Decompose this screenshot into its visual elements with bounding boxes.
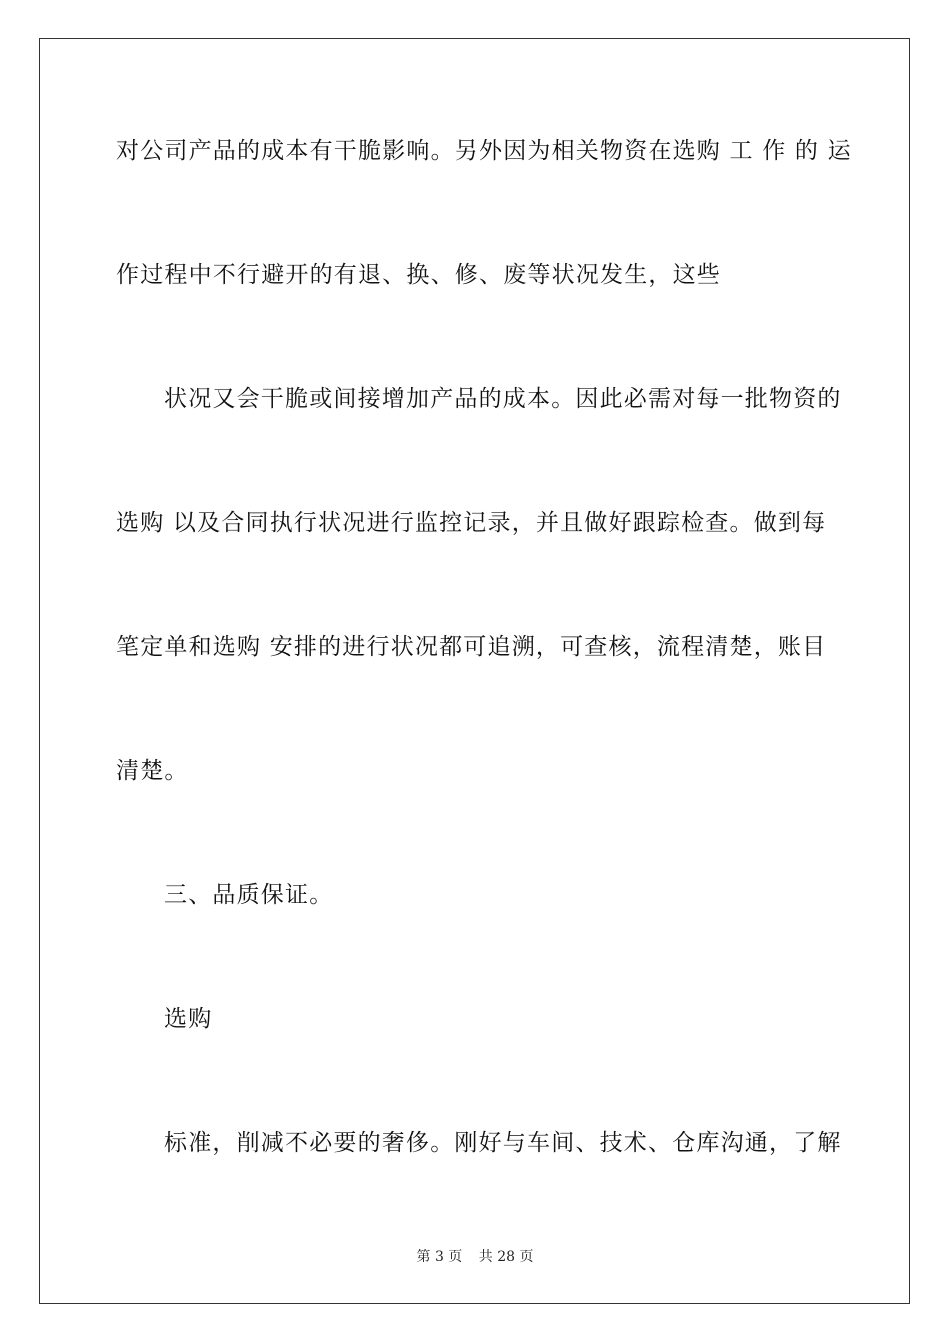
page-number: 第 3 页 [416,1249,463,1265]
body-line-9: 标准，削减不必要的奢侈。刚好与车间、技术、仓库沟通，了解 [164,1130,842,1156]
body-line-2: 作过程中不行避开的有退、换、修、废等状况发生，这些 [116,262,721,288]
section-heading: 三、品质保证。 [164,882,334,908]
body-line-3: 状况又会干脆或间接增加产品的成本。因此必需对每一批物资的 [164,386,842,412]
body-line-5: 笔定单和选购 安排的进行状况都可追溯，可查核，流程清楚，账目 [116,634,827,660]
page-border [39,38,910,1304]
body-line-4: 选购 以及合同执行状况进行监控记录，并且做好跟踪检查。做到每 [116,510,827,536]
body-line-1: 对公司产品的成本有干脆影响。另外因为相关物资在选购 工 作 的 运 [116,138,852,164]
body-line-6: 清楚。 [116,758,189,784]
body-line-8: 选购 [164,1006,213,1032]
page-total: 共 28 页 [478,1249,534,1265]
page-footer [0,1246,950,1266]
